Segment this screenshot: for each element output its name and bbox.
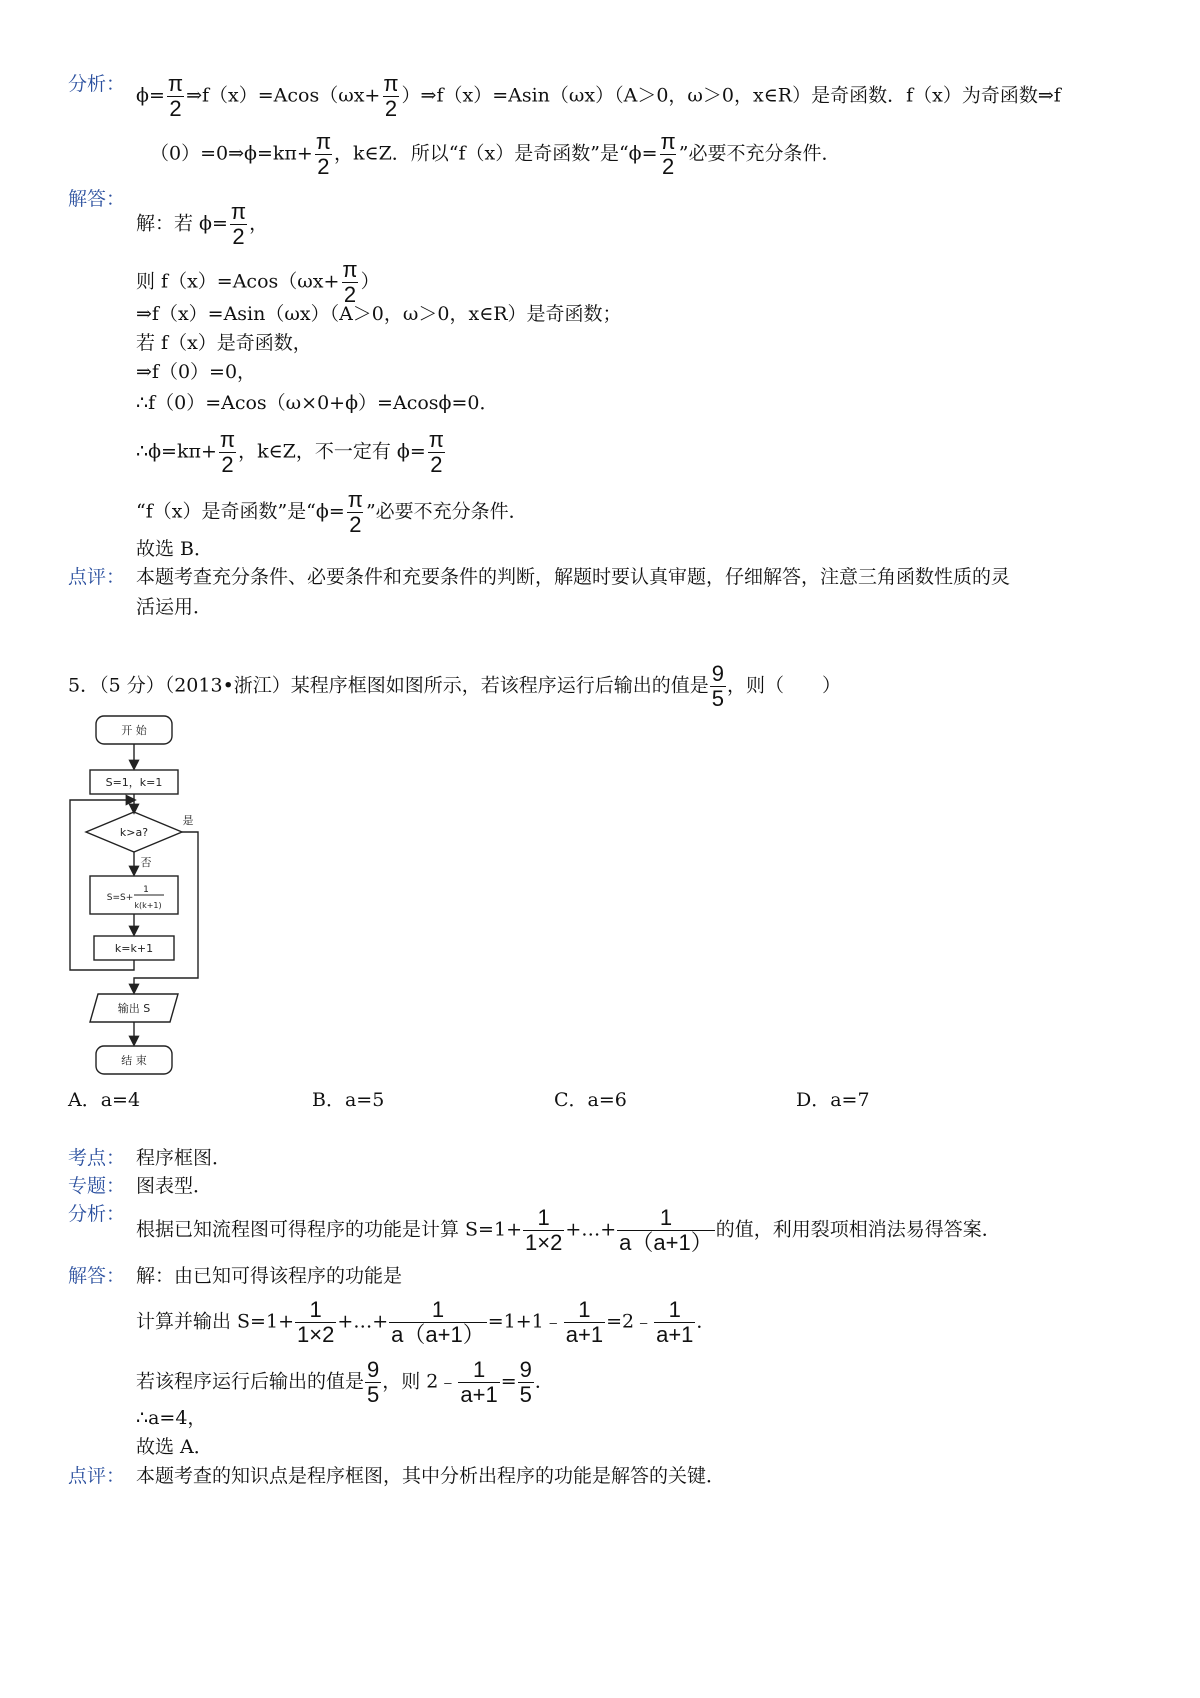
flow-output-text: 输出 S <box>117 1002 151 1015</box>
q5-stem <box>68 662 841 711</box>
text: +…+ <box>337 1310 389 1333</box>
q5-zhuanti: 图表型． <box>136 1175 213 1197</box>
option-d: D．a=7 <box>796 1089 870 1111</box>
numerator: π <box>347 487 363 512</box>
fraction-pi-over-2 <box>427 428 446 477</box>
flow-update-den: k(k+1) <box>134 901 162 910</box>
q5-analysis <box>136 1206 1001 1255</box>
kaodian-label: 考点： <box>68 1147 126 1169</box>
fraction-9-over-5 <box>365 1358 381 1407</box>
q5-sol-5: 故选 A． <box>136 1436 213 1458</box>
flow-condition-text: k>a? <box>119 826 149 839</box>
numerator: π <box>383 71 399 96</box>
program-flowchart <box>60 708 230 1078</box>
q5-sol-4: ∴a=4， <box>136 1407 207 1429</box>
text: +…+ <box>565 1218 617 1241</box>
text: ． <box>696 1310 716 1333</box>
fraction-pi-over-2 <box>218 428 237 477</box>
q4-sol-9: 故选 B． <box>136 538 214 560</box>
text: 计算并输出 S=1+ <box>136 1310 294 1333</box>
numerator: 1 <box>659 1205 673 1230</box>
denominator: 5 <box>519 1382 532 1407</box>
text: =2﹣ <box>606 1310 654 1333</box>
fraction-9-over-5 <box>710 662 726 711</box>
numerator: π <box>167 71 184 96</box>
denominator: 2 <box>169 96 182 121</box>
text: ， <box>249 212 269 235</box>
flow-update-num: 1 <box>143 885 149 895</box>
fraction-1-over-a1 <box>564 1298 605 1347</box>
flow-no-label: 否 <box>140 856 152 869</box>
denominator: a（a+1） <box>391 1322 485 1347</box>
flow-update-s-text: S=S+ <box>106 893 134 903</box>
text: =1+1﹣ <box>487 1310 563 1333</box>
numerator: 1 <box>537 1205 550 1230</box>
text: ϕ= <box>136 84 165 107</box>
denominator: 2 <box>221 452 234 477</box>
flow-update-k-text: k=k+1 <box>114 942 154 955</box>
text: ，则 2﹣ <box>382 1370 458 1393</box>
q4-sol-7 <box>136 428 447 477</box>
denominator: 5 <box>367 1382 380 1407</box>
q5-sol-3 <box>136 1358 554 1407</box>
text: ，k∈Z．所以“f（x）是奇函数”是“ϕ= <box>334 142 658 165</box>
q4-sol-4: 若 f（x）是奇函数， <box>136 332 312 354</box>
text: ，则（ ） <box>727 674 842 697</box>
numerator: 9 <box>519 1357 532 1382</box>
text: ，k∈Z，不一定有 ϕ= <box>238 440 426 463</box>
fraction-pi-over-2 <box>166 72 185 121</box>
numerator: 1 <box>668 1297 681 1322</box>
fraction-1-over-a-a1 <box>617 1206 715 1255</box>
flow-yes-label: 是 <box>182 814 194 827</box>
fraction-pi-over-2 <box>229 200 248 249</box>
fraction-pi-over-2 <box>659 130 678 179</box>
flow-start-text: 开 始 <box>121 724 147 737</box>
q4-comment-1: 本题考查充分条件、必要条件和充要条件的判断，解题时要认真审题，仔细解答，注意三角函数性质的灵 <box>136 566 1011 588</box>
text: “f（x）是奇函数”是“ϕ= <box>136 500 345 523</box>
numerator: 9 <box>367 1357 380 1382</box>
analysis-label: 分析： <box>68 1203 126 1225</box>
text: ”必要不充分条件． <box>678 142 841 165</box>
numerator: π <box>342 257 358 282</box>
fraction-1-over-1x2 <box>523 1206 564 1255</box>
q5-sol-2 <box>136 1298 715 1347</box>
numerator: 1 <box>578 1297 591 1322</box>
analysis-label: 分析： <box>68 73 126 95</box>
solution-label: 解答： <box>68 188 126 210</box>
denominator: 1×2 <box>525 1230 563 1255</box>
numerator: π <box>219 427 236 452</box>
option-a: A．a=4 <box>68 1089 141 1111</box>
text: ∴ϕ=kπ+ <box>136 440 217 463</box>
text: ⇒f（x）=Acos（ωx+ <box>186 84 381 107</box>
text: ） <box>360 270 380 293</box>
numerator: 1 <box>431 1297 445 1322</box>
q4-sol-5: ⇒f（0）=0， <box>136 361 257 383</box>
q5-sol-1: 解：由已知可得该程序的功能是 <box>136 1265 403 1287</box>
q4-comment-2: 活运用． <box>136 596 213 618</box>
text: （0）=0⇒ϕ=kπ+ <box>150 142 313 165</box>
denominator: 2 <box>232 224 245 249</box>
fraction-pi-over-2 <box>381 72 400 121</box>
denominator: 2 <box>430 452 443 477</box>
numerator: 1 <box>309 1297 322 1322</box>
flow-end-text: 结 束 <box>121 1054 147 1067</box>
denominator: a+1 <box>656 1322 694 1347</box>
fraction-1-over-1x2 <box>295 1298 336 1347</box>
zhuanti-label: 专题： <box>68 1175 126 1197</box>
fraction-1-over-a-a1 <box>389 1298 487 1347</box>
fraction-pi-over-2 <box>346 488 365 537</box>
denominator: 2 <box>343 282 357 307</box>
numerator: π <box>428 427 444 452</box>
numerator: π <box>315 129 331 154</box>
denominator: 2 <box>384 96 398 121</box>
q4-sol-8 <box>136 488 528 537</box>
fraction-pi-over-2 <box>314 130 333 179</box>
denominator: 2 <box>317 154 330 179</box>
text: = <box>500 1370 517 1393</box>
fraction-9-over-5 <box>518 1358 534 1407</box>
text: 若该程序运行后输出的值是 <box>136 1370 365 1393</box>
flow-init-text: S=1，k=1 <box>105 776 163 789</box>
text: ． <box>534 1370 554 1393</box>
denominator: a+1 <box>460 1382 498 1407</box>
denominator: a+1 <box>565 1322 604 1347</box>
denominator: a（a+1） <box>619 1230 713 1255</box>
numerator: π <box>660 129 676 154</box>
numerator: π <box>230 199 247 224</box>
q4-analysis-line2 <box>150 130 840 179</box>
q5-kaodian: 程序框图． <box>136 1147 232 1169</box>
comment-label: 点评： <box>68 566 126 588</box>
solution-label: 解答： <box>68 1265 126 1287</box>
denominator: 5 <box>711 686 725 711</box>
text: 则 f（x）=Acos（ωx+ <box>136 270 340 293</box>
text: 5．（5 分）（2013•浙江）某程序框图如图所示，若该程序运行后输出的值是 <box>68 674 709 697</box>
comment-label: 点评： <box>68 1465 126 1487</box>
q4-sol-6: ∴f（0）=Acos（ω×0+ϕ）=Acosϕ=0． <box>136 392 499 414</box>
denominator: 2 <box>349 512 362 537</box>
option-c: C．a=6 <box>554 1089 627 1111</box>
q4-sol-3: ⇒f（x）=Asin（ωx）（A＞0，ω＞0，x∈R）是奇函数； <box>136 303 622 325</box>
option-b: B．a=5 <box>312 1089 385 1111</box>
q4-analysis-line1 <box>136 72 1061 121</box>
text: 解：若 ϕ= <box>136 212 228 235</box>
fraction-1-over-a1 <box>458 1358 499 1407</box>
numerator: 9 <box>711 661 725 686</box>
text: 根据已知流程图可得程序的功能是计算 S=1+ <box>136 1218 522 1241</box>
q5-comment: 本题考查的知识点是程序框图，其中分析出程序的功能是解答的关键． <box>136 1465 726 1487</box>
q4-sol-1 <box>136 200 268 249</box>
text: ”必要不充分条件． <box>365 500 528 523</box>
text: 的值，利用裂项相消法易得答案． <box>715 1218 1001 1241</box>
text: ）⇒f（x）=Asin（ωx）（A＞0，ω＞0，x∈R）是奇函数．f（x）为奇函数⇒f <box>401 84 1061 107</box>
denominator: 2 <box>662 154 675 179</box>
numerator: 1 <box>472 1357 486 1382</box>
fraction-1-over-a1 <box>654 1298 695 1347</box>
denominator: 1×2 <box>296 1322 335 1347</box>
